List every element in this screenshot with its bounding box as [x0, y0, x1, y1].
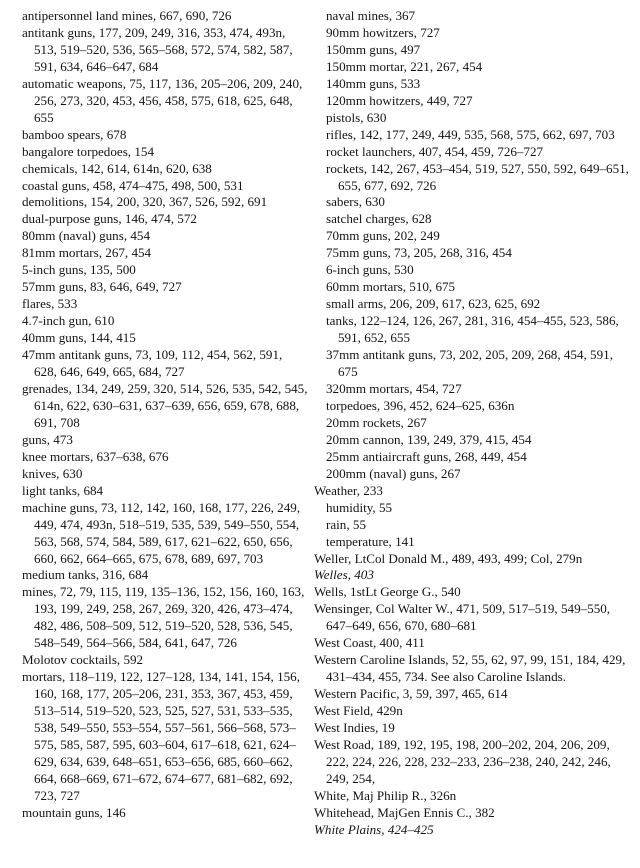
index-subentry: 90mm howitzers, 727	[326, 24, 440, 40]
index-subentry: automatic weapons, 75, 117, 136, 205–206, 209, 240, 256, 273, 320, 453, 456, 458, 575, 618, 625, 648, 655	[22, 75, 303, 125]
index-subentry: antipersonnel land mines, 667, 690, 726	[22, 8, 232, 23]
index-subentry: rain, 55	[326, 516, 366, 532]
index-subentry: chemicals, 142, 614, 614n, 620, 638	[22, 160, 212, 176]
index-subentry: 37mm antitank guns, 73, 202, 205, 209, 268, 454, 591, 675	[326, 347, 613, 380]
index-subentry: 120mm howitzers, 449, 727	[326, 92, 473, 108]
index-subentry: 70mm guns, 202, 249	[326, 228, 440, 244]
index-entry: Western Caroline Islands, 52, 55, 62, 97, 99, 151, 184, 429, 431–434, 455, 734. See also Caroline Islands.	[314, 652, 626, 685]
index-subentry: rocket launchers, 407, 454, 459, 726–727	[326, 143, 544, 159]
index-subentry: light tanks, 684	[22, 482, 104, 498]
index-subentry: knives, 630	[22, 465, 83, 481]
index-entry: White, Maj Philip R., 326n	[314, 787, 457, 803]
index-entry: Weather, 233	[314, 482, 383, 498]
index-subentry: 150mm mortar, 221, 267, 454	[326, 58, 483, 74]
index-subentry: 150mm guns, 497	[326, 41, 421, 57]
index-entry: Whitehead, MajGen Ennis C., 382	[314, 804, 495, 820]
index-subentry: mines, 72, 79, 115, 119, 135–136, 152, 156, 160, 163, 193, 199, 249, 258, 267, 269, 320, 426, 473–474, 482, 486, 508–509, 512, 519–520, 528, 536, 545, 548–549, 564–566, 584, 641, 647, 726	[22, 584, 305, 651]
index-subentry: 40mm guns, 144, 415	[22, 330, 136, 346]
index-subentry: grenades, 134, 249, 259, 320, 514, 526, 535, 542, 545, 614n, 622, 630–631, 637–639, 656, 659, 678, 688, 691, 708	[22, 380, 308, 430]
index-entry: Wells, 1stLt George G., 540	[314, 584, 461, 600]
index-subentry: tanks, 122–124, 126, 267, 281, 316, 454–455, 523, 586, 591, 652, 655	[326, 313, 619, 346]
index-subentry: bamboo spears, 678	[22, 126, 127, 142]
index-entry: White Plains, 424–425	[314, 821, 434, 837]
index-subentry: naval mines, 367	[326, 8, 416, 23]
index-entry: West Coast, 400, 411	[314, 635, 425, 651]
index-subentry: 6-inch guns, 530	[326, 262, 414, 278]
index-entry: Weller, LtCol Donald M., 489, 493, 499; Col, 279n	[314, 550, 583, 566]
index-column-left	[10, 8, 308, 822]
index-subentry: 75mm guns, 73, 205, 268, 316, 454	[326, 245, 512, 261]
index-subentry: bangalore torpedoes, 154	[22, 143, 154, 159]
index-subentry: demolitions, 154, 200, 320, 367, 526, 592, 691	[22, 194, 268, 210]
index-subentry: guns, 473	[22, 431, 73, 447]
index-subentry: machine guns, 73, 112, 142, 160, 168, 177, 226, 249, 449, 474, 493n, 518–519, 535, 539, 549–550, 554, 563, 568, 574, 584, 589, 617, 621–622, 650, 656, 660, 662, 664–665, 675, 678, 689, 697, 703	[22, 499, 301, 566]
index-subentry: humidity, 55	[326, 499, 393, 515]
index-subentry: 320mm mortars, 454, 727	[326, 380, 462, 396]
index-subentry: satchel charges, 628	[326, 211, 432, 227]
index-subentry: 4.7-inch gun, 610	[22, 313, 115, 329]
index-subentry: antitank guns, 177, 209, 249, 316, 353, 474, 493n, 513, 519–520, 536, 565–568, 572, 574, 582, 587, 591, 634, 646–647, 684	[22, 24, 293, 74]
index-subentry: mountain guns, 146	[22, 804, 126, 820]
index-subentry: 200mm (naval) guns, 267	[326, 465, 461, 481]
index-entry: West Field, 429n	[314, 703, 403, 719]
index-subentry: 20mm cannon, 139, 249, 379, 415, 454	[326, 431, 532, 447]
index-subentry: Molotov cocktails, 592	[22, 652, 144, 668]
index-entry: Wensinger, Col Walter W., 471, 509, 517–519, 549–550, 647–649, 656, 670, 680–681	[314, 601, 611, 634]
index-subentry: mortars, 118–119, 122, 127–128, 134, 141, 154, 156, 160, 168, 177, 205–206, 231, 353, 367, 453, 459, 513–514, 519–520, 523, 525, 527, 531, 533–535, 538, 549–550, 553–554, 557–561, 566–568, 573–575, 585, 587, 595, 603–604, 617–618, 621, 624–629, 634, 639, 648–651, 653–656, 685, 660–662, 664, 668–669, 671–672, 674–677, 681–682, 692, 723, 727	[22, 669, 300, 803]
index-subentry: dual-purpose guns, 146, 474, 572	[22, 211, 197, 227]
index-subentry: 47mm antitank guns, 73, 109, 112, 454, 562, 591, 628, 646, 649, 665, 684, 727	[22, 347, 283, 380]
index-subentry: knee mortars, 637–638, 676	[22, 448, 169, 464]
index-subentry: medium tanks, 316, 684	[22, 567, 149, 583]
index-subentry: pistols, 630	[326, 109, 387, 125]
index-subentry: 80mm (naval) guns, 454	[22, 228, 151, 244]
index-subentry: small arms, 206, 209, 617, 623, 625, 692	[326, 296, 541, 312]
index-subentry: 25mm antiaircraft guns, 268, 449, 454	[326, 448, 527, 464]
index-subentry: 60mm mortars, 510, 675	[326, 279, 456, 295]
index-subentry: coastal guns, 458, 474–475, 498, 500, 531	[22, 177, 244, 193]
index-subentry: 140mm guns, 533	[326, 75, 421, 91]
index-subentry: 57mm guns, 83, 646, 649, 727	[22, 279, 182, 295]
index-subentry: rifles, 142, 177, 249, 449, 535, 568, 575, 662, 697, 703	[326, 126, 615, 142]
index-entry: West Indies, 19	[314, 720, 395, 736]
index-entry: West Road, 189, 192, 195, 198, 200–202, 204, 206, 209, 222, 224, 226, 228, 232–233, 236–238, 240, 242, 246, 249, 254,	[314, 736, 611, 786]
index-subentry: 20mm rockets, 267	[326, 414, 427, 430]
index-subentry: temperature, 141	[326, 533, 415, 549]
index-subentry: sabers, 630	[326, 194, 385, 210]
index-entry: Welles, 403	[314, 567, 374, 583]
index-entry: Western Pacific, 3, 59, 397, 465, 614	[314, 686, 508, 702]
index-column-right	[314, 8, 632, 839]
index-subentry: 81mm mortars, 267, 454	[22, 245, 152, 261]
index-subentry: torpedoes, 396, 452, 624–625, 636n	[326, 397, 515, 413]
index-subentry: rockets, 142, 267, 453–454, 519, 527, 550, 592, 649–651, 655, 677, 692, 726	[326, 160, 629, 193]
index-subentry: 5-inch guns, 135, 500	[22, 262, 136, 278]
index-subentry: flares, 533	[22, 296, 78, 312]
